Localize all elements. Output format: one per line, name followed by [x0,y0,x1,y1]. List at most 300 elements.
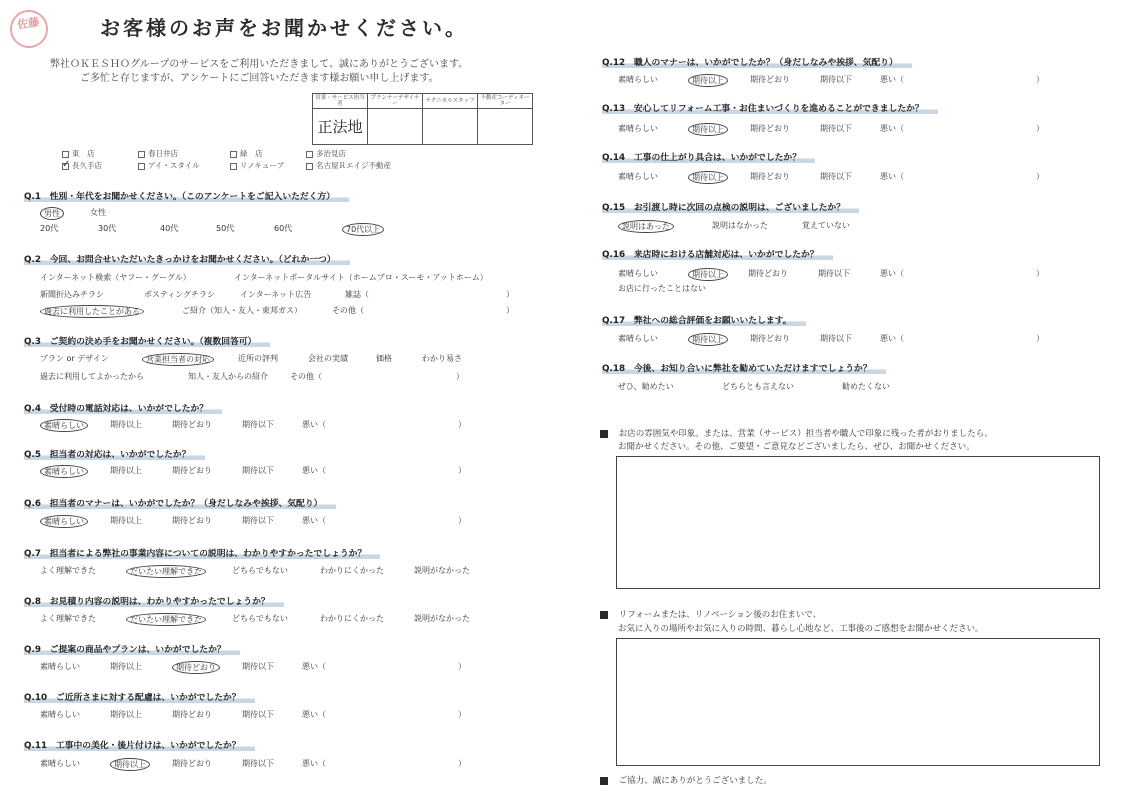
answer-option[interactable] [456,371,464,382]
answer-option[interactable] [818,268,850,279]
question-text: Q.1 性別・年代をお聞かせください。（このアンケートをご記入いただく方） [24,192,349,202]
option-label: ） [458,420,466,429]
option-label: わかりにくかった [320,566,384,575]
option-label: 期待以下 [820,75,852,84]
staff-technical-value[interactable] [423,109,478,145]
answer-option[interactable] [458,515,466,526]
answer-option[interactable] [458,465,466,476]
answer-option-selected[interactable] [172,661,220,674]
answer-option-selected[interactable] [40,515,88,528]
option-label: インターネット広告 [240,290,312,299]
answer-option-selected[interactable] [40,207,64,220]
question-label [602,313,806,326]
question-label [24,334,270,347]
answer-option[interactable] [506,305,514,316]
option-label: 説明はあった [618,220,674,233]
bullet-square-icon [600,430,608,438]
answer-option-selected[interactable] [40,465,88,478]
store-checkbox[interactable] [306,151,313,158]
store-option[interactable] [306,148,346,159]
option-label: ） [1036,172,1044,181]
answer-option[interactable] [40,371,144,382]
answer-option[interactable] [308,353,348,364]
option-label: 70代以上 [342,223,384,236]
free-comment-2-prompt [600,608,821,620]
option-label: 過去に利用したことがある [40,305,144,318]
answer-option[interactable] [750,171,790,182]
option-label: ） [1036,75,1044,84]
option-label: 悪い（ [302,466,326,475]
option-label: ） [1036,124,1044,133]
option-label: ） [456,372,464,381]
option-label: 期待以上 [110,466,142,475]
option-label: わかりにくかった [320,614,384,623]
option-label: 期待以上 [688,123,728,136]
free-comment-1-box[interactable] [616,456,1100,589]
option-label: 悪い（ [302,759,326,768]
option-label: 期待以上 [110,420,142,429]
store-option[interactable] [230,160,284,171]
closing-text: ご協力、誠にありがとうございました。 [618,776,772,786]
answer-option[interactable] [242,709,274,720]
option-label: ） [1036,334,1044,343]
option-label: 素晴らしい [618,172,658,181]
store-label: 長久手店 [72,161,102,170]
option-label: どちらとも言えない [722,382,794,391]
store-label: 東 店 [72,149,95,158]
answer-option[interactable] [144,289,215,300]
answer-option[interactable] [842,381,890,392]
answer-option[interactable] [712,220,768,231]
question-label [24,252,350,265]
option-label: 素晴らしい [40,759,80,768]
store-option[interactable] [138,160,200,171]
option-label: 期待どおり [750,75,790,84]
answer-option-selected[interactable] [40,419,88,432]
store-label: 緑 店 [240,149,263,158]
option-label: 期待以下 [818,269,850,278]
question-text: Q.3 ご契約の決め手をお聞かせください。（複数回答可） [24,337,270,347]
option-label: 期待以下 [242,662,274,671]
answer-option[interactable] [820,171,852,182]
answer-option[interactable] [458,661,466,672]
answer-option[interactable] [98,223,116,234]
answer-option[interactable] [302,465,326,476]
answer-option[interactable] [880,171,904,182]
question-label [24,447,205,460]
option-label: 期待どおり [748,269,788,278]
question-label [24,642,240,655]
option-label: 近所の評判 [238,354,278,363]
option-label: 40代 [160,224,179,233]
question-label [602,55,912,68]
staff-header: 不動産コーディネーター [478,94,533,109]
question-text: Q.10 ご近所さまに対する配慮は、いかがでしたか？ [24,693,255,703]
option-label: 期待以下 [820,124,852,133]
option-label: お店に行ったことはない [618,284,706,293]
option-label: 期待以下 [242,759,274,768]
option-label: 悪い（ [302,710,326,719]
option-label: 期待どおり [172,420,212,429]
option-label: ご紹介（知人・友人・東邦ガス） [182,306,302,315]
prompt-line: お気に入りの場所やお気に入りの時間、暮らし心地など、工事後のご感想をお聞かせください。 [618,624,984,634]
question-text: Q.8 お見積り内容の説明は、わかりやすかったでしょうか？ [24,597,284,607]
question-label [602,150,815,163]
option-label: ） [458,516,466,525]
option-label: よく理解できた [40,614,96,623]
answer-option[interactable] [750,123,790,134]
answer-option[interactable] [40,272,191,283]
answer-option[interactable] [618,123,658,134]
option-label: 期待以上 [688,74,728,87]
option-label: 素晴らしい [40,515,88,528]
answer-option[interactable] [172,709,212,720]
option-label: 期待どおり [750,172,790,181]
question-text: Q.4 受付時の電話対応は、いかがでしたか？ [24,404,222,414]
answer-option[interactable] [1036,268,1044,279]
option-label: どちらでもない [232,614,288,623]
prompt-line: お聞かせください。その他、ご要望・ご意見などございましたら、ぜひ、お聞かせください。 [618,442,975,452]
option-label: 60代 [274,224,293,233]
question-label [602,361,886,374]
answer-option[interactable] [302,709,326,720]
answer-option[interactable] [618,381,674,392]
answer-option[interactable] [458,419,466,430]
answer-option[interactable] [110,465,142,476]
option-label: 期待以上 [110,662,142,671]
option-label: 期待以上 [110,758,150,771]
option-label: 期待以下 [820,334,852,343]
answer-option[interactable] [414,565,470,576]
option-label: 期待以下 [242,420,274,429]
answer-option[interactable] [232,565,288,576]
option-label: 悪い（ [302,662,326,671]
answer-option[interactable] [182,305,302,316]
answer-option[interactable] [618,333,658,344]
option-label: 期待どおり [172,516,212,525]
store-option[interactable] [62,148,95,159]
staff-sales-value[interactable]: 正法地 [313,109,368,145]
option-label: 悪い（ [880,334,904,343]
answer-option[interactable] [40,709,80,720]
store-checkbox[interactable] [62,163,69,170]
option-label: だいたい理解できた [126,613,206,626]
question-text: Q.15 お引渡し時に次回の点検の説明は、ございましたか？ [602,203,859,213]
store-checkbox[interactable] [230,163,237,170]
answer-option[interactable] [242,419,274,430]
question-text: Q.5 担当者の対応は、いかがでしたか？ [24,450,205,460]
question-text: Q.12 職人のマナーは、いかがでしたか？（身だしなみや挨拶、気配り） [602,58,912,68]
option-label: 男性 [40,207,64,220]
option-label: わかり易さ [422,354,462,363]
answer-option[interactable] [302,758,326,769]
option-label: ） [458,710,466,719]
store-label: 春日井店 [148,149,178,158]
option-label: 期待以上 [110,516,142,525]
question-text: Q.17 弊社への総合評価をお願いいたします。 [602,316,806,326]
question-label [602,247,833,260]
answer-option[interactable] [1036,171,1044,182]
answer-option[interactable] [110,515,142,526]
free-comment-2-box[interactable] [616,638,1100,766]
answer-option[interactable] [458,709,466,720]
answer-option[interactable] [618,283,706,294]
answer-option[interactable] [748,268,788,279]
answer-option[interactable] [40,661,80,672]
answer-option[interactable] [172,758,212,769]
option-label: 期待以上 [688,268,728,281]
option-label: 期待どおり [750,124,790,133]
staff-header: 営業・サービス担当者 [313,94,368,109]
store-option[interactable] [138,148,178,159]
option-label: 50代 [216,224,235,233]
store-option[interactable] [230,148,263,159]
answer-option[interactable] [290,371,322,382]
option-label: よく理解できた [40,566,96,575]
answer-option[interactable] [1036,74,1044,85]
answer-option-selected[interactable] [688,74,728,87]
answer-option[interactable] [618,74,658,85]
answer-option[interactable] [90,207,106,218]
option-label: 30代 [98,224,117,233]
store-checkbox[interactable] [230,151,237,158]
option-label: ） [458,466,466,475]
bullet-square-icon [600,611,608,619]
intro-line-2: ご多忙と存じますが、アンケートにご回答いただきます様お願い申し上げます。 [80,73,439,84]
option-label: 期待以上 [110,710,142,719]
answer-option[interactable] [618,268,658,279]
question-text: Q.6 担当者のマナーは、いかがでしたか？（身だしなみや挨拶、気配り） [24,499,336,509]
answer-option[interactable] [458,758,466,769]
option-label: 期待以上 [688,171,728,184]
answer-option[interactable] [242,465,274,476]
answer-option[interactable] [802,220,850,231]
answer-option[interactable] [172,419,212,430]
question-text: Q.2 今回、お問合せいただいたきっかけをお聞かせください。（どれか一つ） [24,255,350,265]
option-label: 20代 [40,224,59,233]
option-label: 期待以上 [688,333,728,346]
question-label [24,189,349,202]
store-checkbox[interactable] [138,163,145,170]
question-label [602,200,859,213]
answer-option[interactable] [40,613,96,624]
answer-option[interactable] [376,353,392,364]
answer-option[interactable] [332,305,364,316]
option-label: 悪い（ [880,124,904,133]
question-text: Q.7 担当者による弊社の事業内容についての説明は、わかりやすかったでしょうか？ [24,549,380,559]
store-label: 名古屋Ｒエイジ不動産 [316,161,391,170]
answer-option[interactable] [242,661,274,672]
option-label: 悪い（ [302,516,326,525]
question-label [24,496,336,509]
answer-option[interactable] [172,515,212,526]
store-label: アイ・スタイル [148,161,200,170]
bullet-square-icon [600,777,608,785]
option-label: 価格 [376,354,392,363]
store-checkbox[interactable] [306,163,313,170]
question-text: Q.13 安心してリフォーム工事・お住まいづくりを進めることができましたか？ [602,104,938,114]
store-label: 多治見店 [316,149,346,158]
option-label: 覚えていない [802,221,850,230]
option-label: ） [458,662,466,671]
option-label: 勧めたくない [842,382,890,391]
option-label: 素晴らしい [618,269,658,278]
option-label: 期待どおり [750,334,790,343]
option-label: ） [1036,269,1044,278]
answer-option[interactable] [110,419,142,430]
option-label: 期待以下 [242,466,274,475]
question-label [24,401,222,414]
answer-option[interactable] [820,333,852,344]
prompt-line: お店の雰囲気や印象。または、営業（サービス）担当者や職人で印象に残った者がおりましたら、 [618,429,993,439]
question-label [24,738,255,751]
answer-option[interactable] [422,353,462,364]
option-label: ぜひ、勧めたい [618,382,674,391]
option-label: 雑誌（ [345,290,369,299]
question-text: Q.11 工事中の美化・後片付けは、いかがでしたか？ [24,741,255,751]
option-label: 素晴らしい [40,662,80,671]
answer-option[interactable] [172,465,212,476]
option-label: プラン or デザイン [40,354,109,363]
option-label: 悪い（ [880,172,904,181]
option-label: ） [506,290,514,299]
answer-option[interactable] [40,758,80,769]
option-label: どちらでもない [232,566,288,575]
question-text: Q.16 来店時における店舗対応は、いかがでしたか？ [602,250,833,260]
answer-option[interactable] [1036,333,1044,344]
answer-option[interactable] [110,661,142,672]
answer-option[interactable] [618,171,658,182]
option-label: 会社の実績 [308,354,348,363]
answer-option[interactable] [242,515,274,526]
option-label: インターネット検索（ヤフー・グーグル） [40,273,191,282]
answer-option[interactable] [232,613,288,624]
answer-option[interactable] [110,709,142,720]
staff-header: テクニカルスタッフ [423,94,478,109]
store-option[interactable] [306,160,391,171]
option-label: 悪い（ [880,75,904,84]
answer-option[interactable] [40,289,104,300]
answer-option-selected[interactable] [618,220,674,233]
option-label: インターネットポータルサイト（ホームプロ・スーモ・アットホーム） [234,273,488,282]
answer-option[interactable] [40,223,58,234]
store-option[interactable] [62,160,102,171]
answer-option[interactable] [40,565,96,576]
staff-realestate-value[interactable] [478,109,533,145]
option-label: 期待どおり [172,710,212,719]
option-label: 素晴らしい [618,75,658,84]
answer-option[interactable] [302,419,326,430]
answer-option[interactable] [234,272,488,283]
answer-option-selected[interactable] [126,613,206,626]
answer-option[interactable] [238,353,278,364]
answer-option-selected[interactable] [688,333,728,346]
answer-option[interactable] [302,661,326,672]
answer-option[interactable] [750,74,790,85]
question-text: Q.9 ご提案の商品やプランは、いかがでしたか？ [24,645,240,655]
answer-option[interactable] [880,268,904,279]
answer-option[interactable] [160,223,178,234]
store-label: リノキューブ [240,161,285,170]
answer-option-selected[interactable] [126,565,206,578]
option-label: その他（ [290,372,322,381]
question-label [24,690,255,703]
answer-option[interactable] [880,74,904,85]
answer-option[interactable] [320,565,384,576]
answer-option[interactable] [414,613,470,624]
seal-stamp: 佐藤 [8,8,51,51]
answer-option[interactable] [188,371,268,382]
option-label: 説明がなかった [414,614,470,623]
prompt-line: リフォームまたは、リノベーション後のお住まいで、 [618,610,822,620]
free-comment-1-prompt [600,427,993,439]
option-label: 新聞折込みチラシ [40,290,104,299]
answer-option[interactable] [40,353,109,364]
question-label [24,546,380,559]
option-label: 過去に利用してよかったから [40,372,144,381]
answer-option-selected[interactable] [688,171,728,184]
answer-option-selected[interactable] [342,223,384,236]
answer-option[interactable] [240,289,311,300]
option-label: 期待どおり [172,759,212,768]
answer-option[interactable] [1036,123,1044,134]
answer-option[interactable] [880,333,904,344]
staff-planner-value[interactable] [368,109,423,145]
answer-option[interactable] [820,123,852,134]
answer-option[interactable] [345,289,369,300]
option-label: 女性 [90,208,106,217]
page-title: お客様のお声をお聞かせください。 [100,16,468,40]
option-label: 期待どおり [172,466,212,475]
answer-option[interactable] [274,223,292,234]
option-label: その他（ [332,306,364,315]
answer-option-selected[interactable] [688,123,728,136]
answer-option[interactable] [880,123,904,134]
question-label [24,594,284,607]
option-label: 素晴らしい [618,334,658,343]
option-label: 素晴らしい [40,465,88,478]
answer-option[interactable] [750,333,790,344]
answer-option[interactable] [242,758,274,769]
answer-option[interactable] [320,613,384,624]
answer-option[interactable] [216,223,234,234]
answer-option-selected[interactable] [688,268,728,281]
answer-option-selected[interactable] [40,305,144,318]
store-checkbox[interactable] [138,151,145,158]
answer-option[interactable] [506,289,514,300]
option-label: 期待以下 [820,172,852,181]
answer-option-selected[interactable] [110,758,150,771]
closing-message [600,774,772,786]
answer-option[interactable] [302,515,326,526]
staff-table [312,93,533,145]
option-label: ポスティングチラシ [144,290,216,299]
option-label: 素晴らしい [40,710,80,719]
answer-option[interactable] [820,74,852,85]
answer-option-selected[interactable] [142,353,214,366]
store-checkbox[interactable] [62,151,69,158]
option-label: 悪い（ [302,420,326,429]
option-label: 知人・友人からの紹介 [188,372,268,381]
option-label: ） [458,759,466,768]
option-label: だいたい理解できた [126,565,206,578]
option-label: 素晴らしい [618,124,658,133]
option-label: 期待以下 [242,516,274,525]
answer-option[interactable] [722,381,794,392]
option-label: 期待どおり [172,661,220,674]
option-label: 期待以下 [242,710,274,719]
option-label: 説明がなかった [414,566,470,575]
